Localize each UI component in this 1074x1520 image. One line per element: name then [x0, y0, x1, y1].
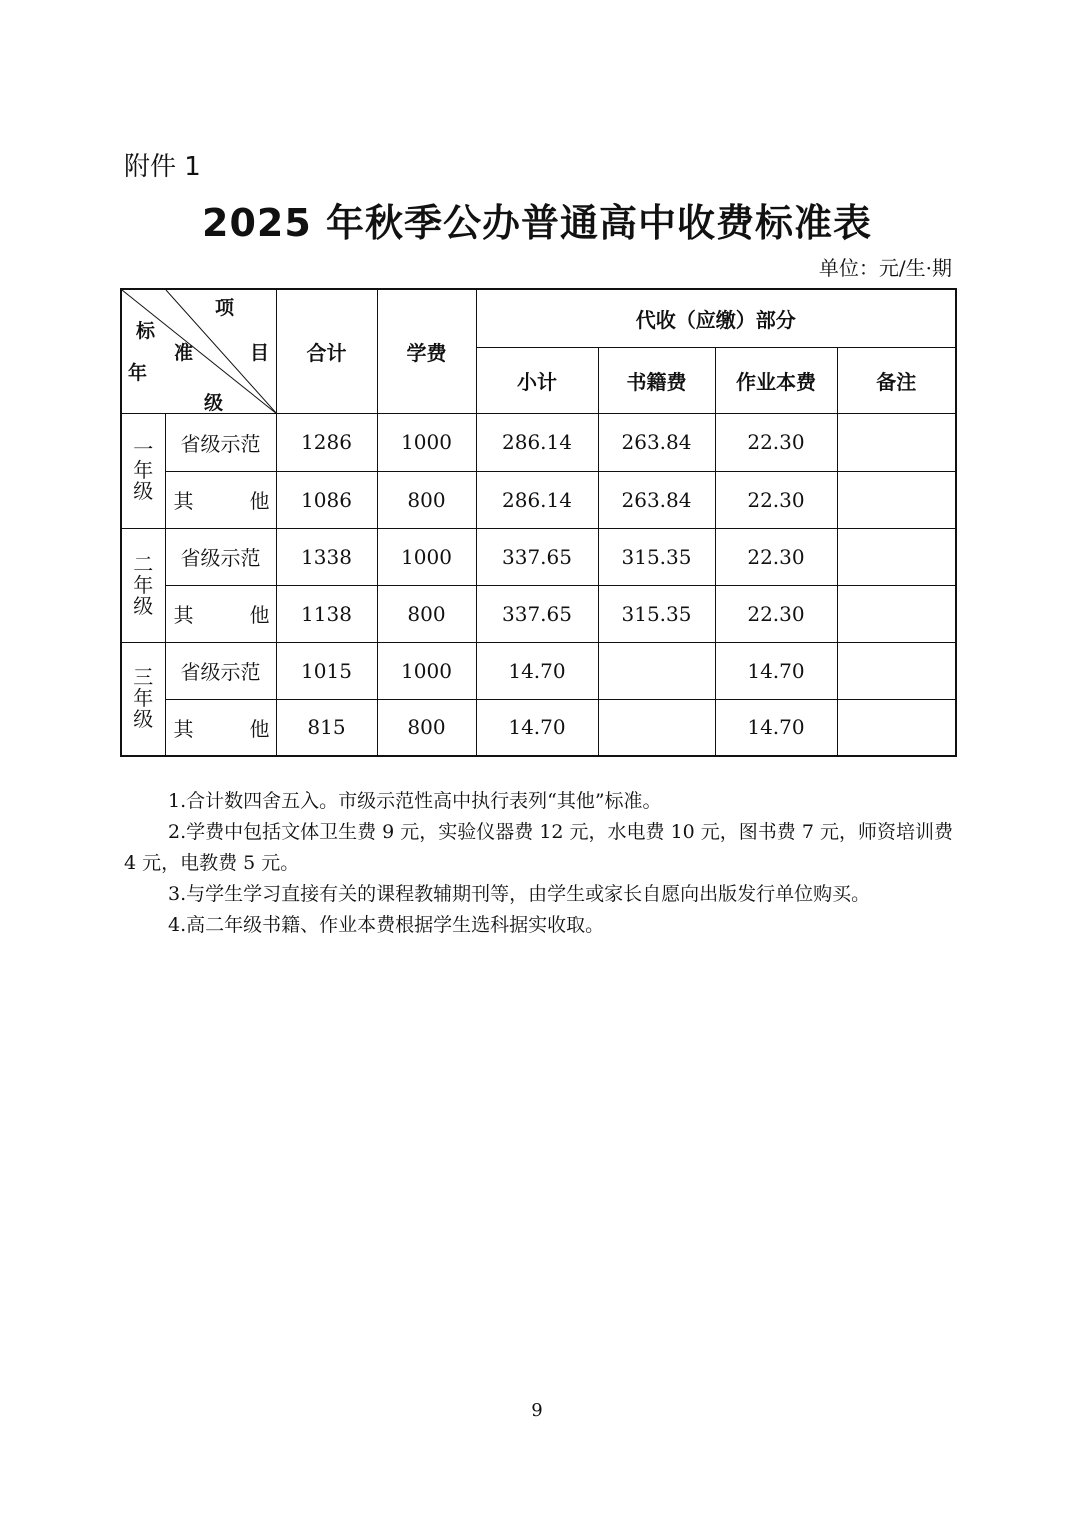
remarks-cell: [837, 642, 956, 699]
subtotal-cell: 286.14: [476, 413, 598, 471]
grade-label: 三 年 级: [121, 642, 165, 756]
total-cell: 1015: [276, 642, 377, 699]
fee-standard-table: [120, 288, 957, 757]
workbooks-cell: 22.30: [715, 413, 837, 471]
header-corner-cell: [121, 289, 276, 413]
workbooks-cell: 22.30: [715, 585, 837, 642]
header-books: 书籍费: [598, 347, 715, 413]
note-2: 2.学费中包括文体卫生费 9 元，实验仪器费 12 元，水电费 10 元，图书费 7 元，师资培训费 4 元，电教费 5 元。: [124, 821, 953, 874]
attachment-label: 附件 1: [124, 152, 201, 182]
workbooks-cell: 14.70: [715, 642, 837, 699]
tuition-cell: 800: [377, 471, 476, 528]
page-number: 9: [531, 1400, 543, 1421]
tuition-cell: 800: [377, 585, 476, 642]
category-cell: 其 他: [165, 585, 276, 642]
tuition-cell: 800: [377, 699, 476, 756]
workbooks-cell: 22.30: [715, 471, 837, 528]
total-cell: 1338: [276, 528, 377, 585]
header-tuition: 学费: [377, 289, 476, 413]
table-row: [121, 528, 956, 585]
subtotal-cell: 14.70: [476, 699, 598, 756]
corner-char-ji: 级: [204, 392, 224, 414]
workbooks-cell: 14.70: [715, 699, 837, 756]
header-subtotal: 小计: [476, 347, 598, 413]
books-cell: 315.35: [598, 585, 715, 642]
total-cell: 1138: [276, 585, 377, 642]
header-workbooks: 作业本费: [715, 347, 837, 413]
header-total: 合计: [276, 289, 377, 413]
books-cell: 263.84: [598, 413, 715, 471]
tuition-cell: 1000: [377, 642, 476, 699]
books-cell: [598, 642, 715, 699]
header-collected-group: 代收（应缴）部分: [476, 289, 956, 347]
notes-section: [124, 786, 954, 941]
tuition-cell: 1000: [377, 528, 476, 585]
subtotal-cell: 337.65: [476, 528, 598, 585]
table-row: [121, 642, 956, 699]
remarks-cell: [837, 585, 956, 642]
grade-label: 一 年 级: [121, 413, 165, 528]
books-cell: [598, 699, 715, 756]
total-cell: 1286: [276, 413, 377, 471]
grade-label: 二 年 级: [121, 528, 165, 642]
total-cell: 815: [276, 699, 377, 756]
books-cell: 315.35: [598, 528, 715, 585]
category-cell: 其 他: [165, 471, 276, 528]
table-row: [121, 699, 956, 756]
subtotal-cell: 286.14: [476, 471, 598, 528]
unit-label: 单位：元/生·期: [818, 256, 952, 280]
subtotal-cell: 14.70: [476, 642, 598, 699]
note-1: 1.合计数四舍五入。市级示范性高中执行表列“其他”标准。: [168, 790, 662, 812]
remarks-cell: [837, 528, 956, 585]
remarks-cell: [837, 699, 956, 756]
corner-char-xiang: 项: [215, 297, 235, 319]
remarks-cell: [837, 471, 956, 528]
category-cell: 省级示范: [165, 528, 276, 585]
total-cell: 1086: [276, 471, 377, 528]
category-cell: 其 他: [165, 699, 276, 756]
corner-char-biao: 标: [136, 320, 156, 342]
table-row: [121, 413, 956, 471]
corner-char-nian: 年: [128, 362, 148, 384]
table-row: [121, 471, 956, 528]
table-row: [121, 585, 956, 642]
remarks-cell: [837, 413, 956, 471]
category-cell: 省级示范: [165, 642, 276, 699]
header-remarks: 备注: [837, 347, 956, 413]
note-4: 4.高二年级书籍、作业本费根据学生选科据实收取。: [168, 914, 605, 936]
subtotal-cell: 337.65: [476, 585, 598, 642]
corner-char-mu: 目: [250, 342, 270, 364]
category-cell: 省级示范: [165, 413, 276, 471]
corner-char-zhun: 准: [174, 342, 194, 364]
tuition-cell: 1000: [377, 413, 476, 471]
books-cell: 263.84: [598, 471, 715, 528]
workbooks-cell: 22.30: [715, 528, 837, 585]
note-3: 3.与学生学习直接有关的课程教辅期刊等，由学生或家长自愿向出版发行单位购买。: [168, 883, 871, 905]
page-title: 2025 年秋季公办普通高中收费标准表: [202, 201, 872, 245]
